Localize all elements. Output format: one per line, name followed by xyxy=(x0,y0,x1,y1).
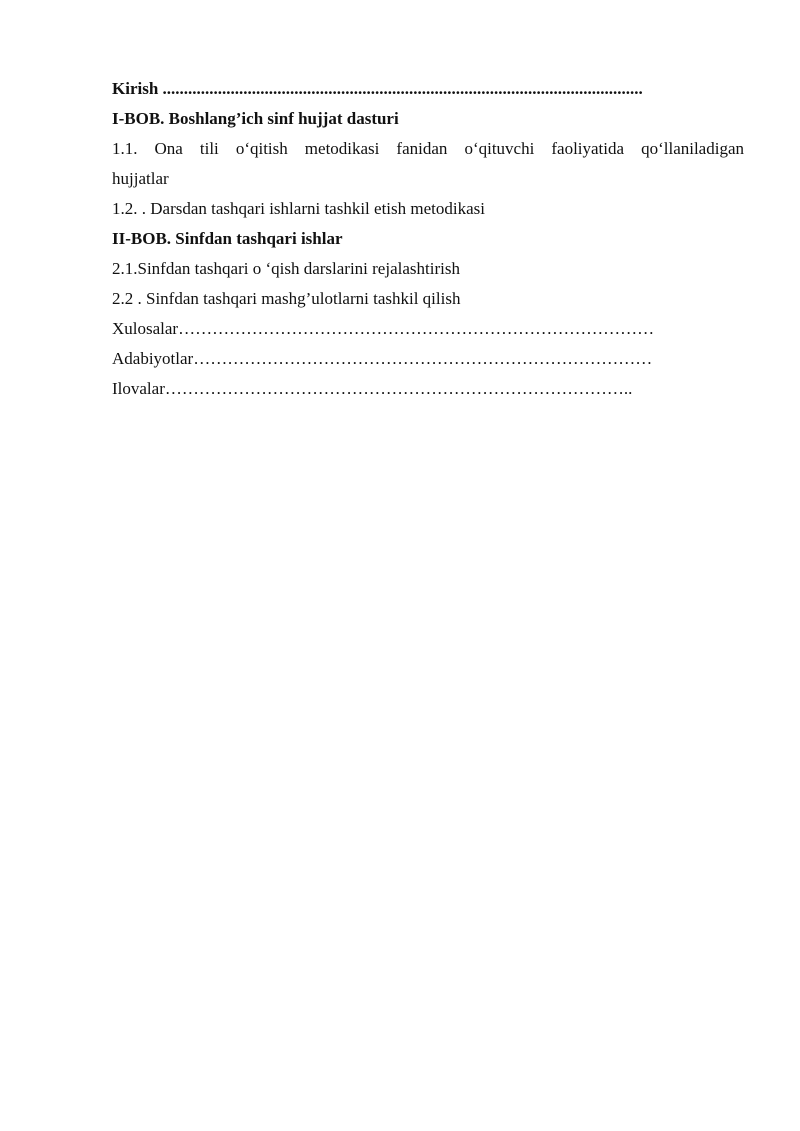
toc-entry-1-1-line1: 1.1. Ona tili o‘qitish metodikasi fanidan o‘qituvchi faoliyatida qo‘llaniladigan xyxy=(112,139,744,158)
toc-entry-1-2: 1.2. . Darsdan tashqari ishlarni tashkil etish metodikasi xyxy=(112,199,485,218)
toc-entry-ilovalar: Ilovalar……………………………………………………………………….. xyxy=(112,379,633,398)
toc-entry-1-1-line2: hujjatlar xyxy=(112,169,169,188)
toc-entry-2-1: 2.1.Sinfdan tashqari o ‘qish darslarini rejalashtirish xyxy=(112,259,460,278)
toc-entry-adabiyotlar: Adabiyotlar……………………………………………………………………… xyxy=(112,349,653,368)
toc-chapter-1-title: I-BOB. Boshlang’ich sinf hujjat dasturi xyxy=(112,109,399,128)
toc-entry-xulosalar: Xulosalar………………………………………………………………………… xyxy=(112,319,655,338)
toc-entry-2-2: 2.2 . Sinfdan tashqari mashg’ulotlarni tashkil qilish xyxy=(112,289,461,308)
toc-entry-1-1 xyxy=(112,134,744,194)
toc-entry-kirish: Kirish ................................................................................................................. xyxy=(112,79,643,98)
toc-chapter-2-title: II-BOB. Sinfdan tashqari ishlar xyxy=(112,229,343,248)
table-of-contents xyxy=(112,74,744,404)
